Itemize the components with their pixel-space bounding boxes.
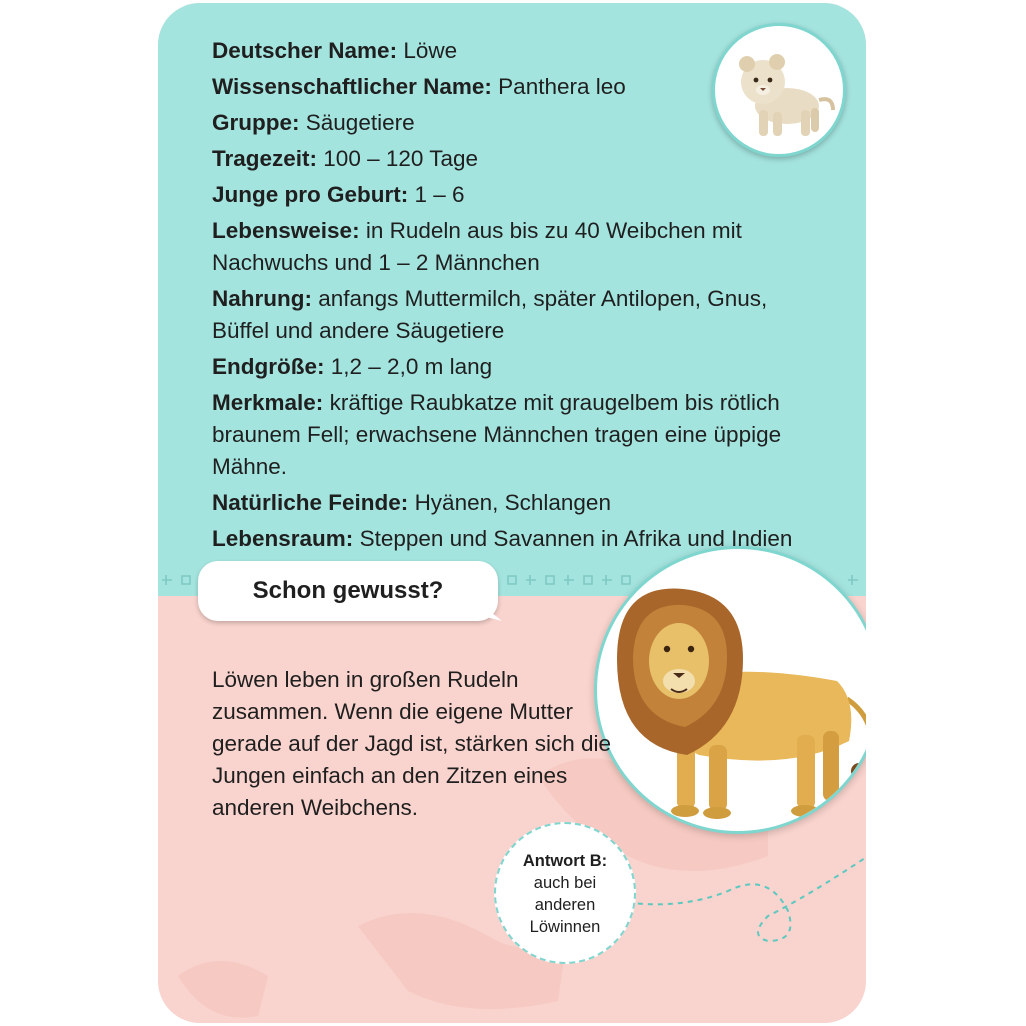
answer-title: Antwort B: — [522, 852, 608, 870]
animal-card — [158, 3, 866, 1023]
lion-image — [594, 546, 866, 834]
fact-value: kräftige Raubkatze mit graugelbem bis rötlich braunem Fell; erwachsene Männchen tragen eine üppige Mähne. — [212, 390, 782, 479]
fact-item — [212, 179, 812, 211]
fact-item — [212, 487, 812, 519]
fact-value: Panthera leo — [498, 74, 626, 99]
fact-label: Wissenschaftlicher Name: — [212, 74, 492, 99]
fact-item — [212, 351, 812, 383]
answer-badge — [494, 822, 636, 964]
fact-label: Merkmale: — [212, 390, 324, 415]
fact-value: Steppen und Savannen in Afrika und Indien — [359, 526, 793, 551]
answer-line: anderen — [534, 896, 596, 914]
fact-item — [212, 215, 812, 279]
fact-label: Lebensraum: — [212, 526, 354, 551]
speech-bubble-tail — [458, 585, 502, 623]
dashed-connector — [618, 843, 866, 983]
answer-line: auch bei — [533, 874, 597, 892]
fact-value: Löwe — [403, 38, 458, 63]
fact-label: Junge pro Geburt: — [212, 182, 409, 207]
fact-label: Natürliche Feinde: — [212, 490, 409, 515]
lion-cub-image — [712, 23, 846, 157]
fact-value: 1,2 – 2,0 m lang — [330, 354, 493, 379]
did-you-know-title: Schon gewusst? — [252, 577, 444, 604]
fact-value: 100 – 120 Tage — [323, 146, 479, 171]
fact-value: Hyänen, Schlangen — [414, 490, 611, 515]
fact-label: Lebensweise: — [212, 218, 360, 243]
fact-value: anfangs Muttermilch, später Antilopen, Gnus, Büffel und andere Säugetiere — [212, 286, 768, 343]
did-you-know-text: Löwen leben in großen Rudeln zusammen. Wenn die eigene Mutter gerade auf der Jagd ist, stärken sich die Jungen einfach an den Zitzen eines anderen Weibchens. — [212, 667, 611, 820]
answer-line: Löwinnen — [529, 918, 601, 936]
fact-label: Tragezeit: — [212, 146, 318, 171]
fact-value: Säugetiere — [305, 110, 415, 135]
adult-lion-icon — [597, 549, 866, 831]
fact-label: Deutscher Name: — [212, 38, 398, 63]
fact-label: Gruppe: — [212, 110, 300, 135]
fact-item — [212, 143, 812, 175]
fact-value: 1 – 6 — [414, 182, 465, 207]
fact-item — [212, 283, 812, 347]
fact-value: in Rudeln aus bis zu 40 Weibchen mit Nachwuchs und 1 – 2 Männchen — [212, 218, 742, 275]
did-you-know-bubble — [198, 561, 498, 621]
lion-cub-icon — [715, 26, 843, 154]
fact-label: Nahrung: — [212, 286, 312, 311]
fact-label: Endgröße: — [212, 354, 325, 379]
fact-item — [212, 387, 812, 483]
